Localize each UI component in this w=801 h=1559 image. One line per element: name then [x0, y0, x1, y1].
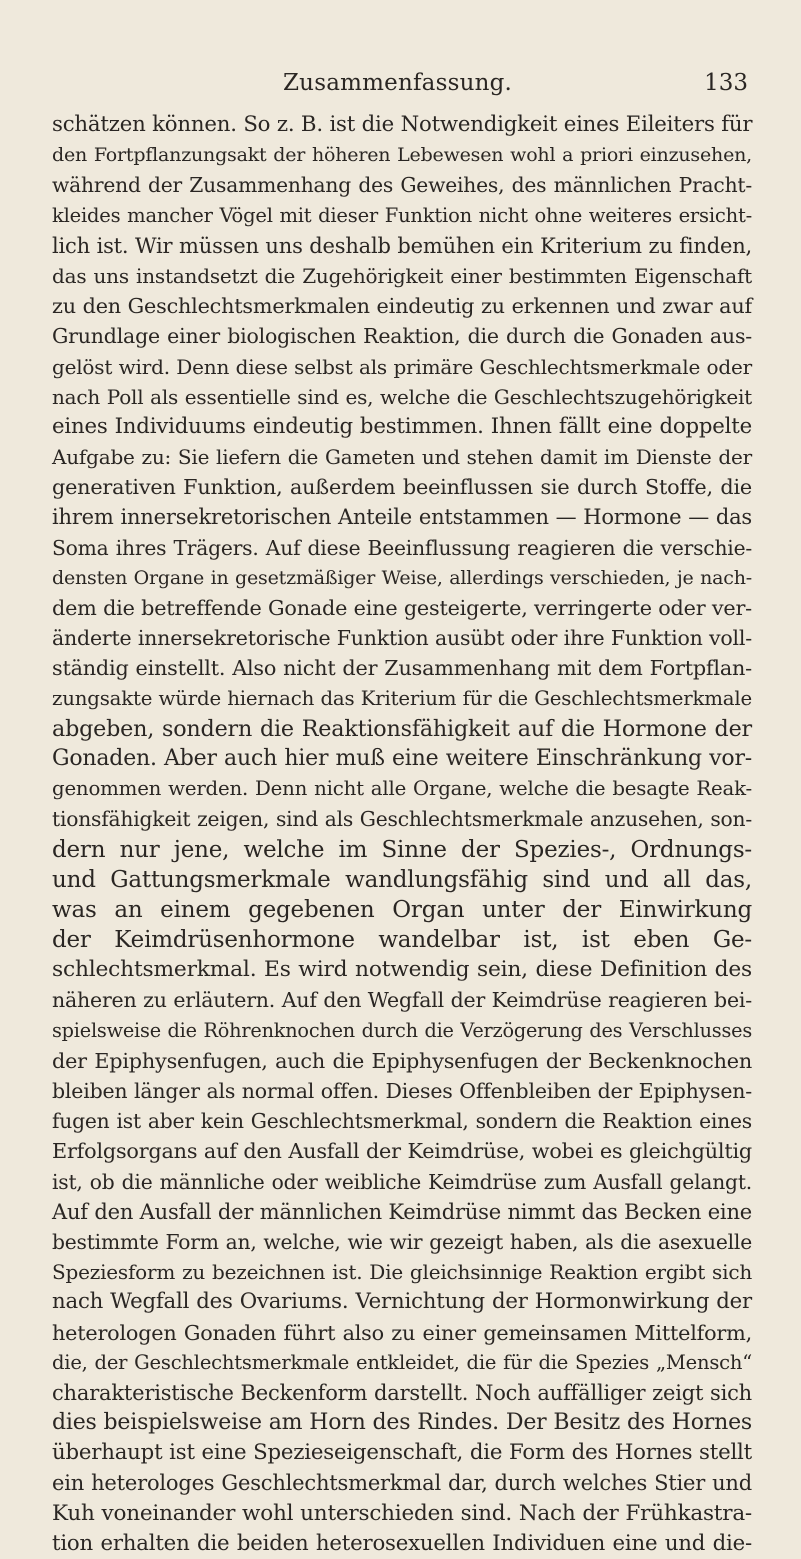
text-line: die, der Geschlechtsmerkmale entkleidet, die für die Spezies „Mensch“ [52, 1350, 752, 1374]
text-line: schlechtsmerkmal. Es wird notwendig sein, diese Definition des [52, 957, 752, 983]
text-line: tionsfähigkeit zeigen, sind als Geschlechtsmerkmale anzusehen, son- [52, 807, 752, 832]
text-line: was an einem gegebenen Organ unter der Einwirkung [52, 896, 752, 923]
text-line: Soma ihres Trägers. Auf diese Beeinflussung reagieren die verschie- [52, 535, 752, 560]
text-line: gelöst wird. Denn diese selbst als primäre Geschlechtsmerkmale oder [52, 354, 752, 379]
text-line: fugen ist aber kein Geschlechtsmerkmal, sondern die Reaktion eines [52, 1109, 752, 1134]
text-line: und Gattungsmerkmale wandlungsfähig sind und all das, [52, 866, 752, 893]
text-line: zu den Geschlechtsmerkmalen eindeutig zu erkennen und zwar auf [52, 294, 752, 319]
text-line: änderte innersekretorische Funktion ausübt oder ihre Funktion voll- [52, 626, 752, 651]
text-line: Auf den Ausfall der männlichen Keimdrüse nimmt das Becken eine [52, 1199, 752, 1224]
text-line: überhaupt ist eine Spezieseigenschaft, die Form des Hornes stellt [52, 1440, 752, 1466]
text-line: genommen werden. Denn nicht alle Organe, welche die besagte Reak- [52, 777, 752, 801]
text-line: das uns instandsetzt die Zugehörigkeit einer bestimmten Eigenschaft [52, 263, 752, 288]
text-line: charakteristische Beckenform darstellt. Noch auffälliger zeigt sich [52, 1380, 752, 1405]
text-line: dem die betreffende Gonade eine gesteigerte, verringerte oder ver- [52, 596, 752, 620]
text-line: lich ist. Wir müssen uns deshalb bemühen ein Kriterium zu finden, [52, 233, 752, 258]
text-line: Gonaden. Aber auch hier muß eine weitere Einschränkung vor- [52, 745, 752, 771]
text-line: Erfolgsorgans auf den Ausfall der Keimdrüse, wobei es gleichgültig [52, 1139, 752, 1164]
text-line: generativen Funktion, außerdem beeinflussen sie durch Stoffe, die [52, 475, 752, 500]
text-line: eines Individuums eindeutig bestimmen. Ihnen fällt eine doppelte [52, 413, 752, 439]
text-line: heterologen Gonaden führt also zu einer gemeinsamen Mittelform, [52, 1320, 752, 1345]
text-line: spielsweise die Röhrenknochen durch die Verzögerung des Verschlusses [52, 1018, 752, 1042]
text-line: Grundlage einer biologischen Reaktion, die durch die Gonaden aus- [52, 324, 752, 349]
text-line: der Epiphysenfugen, auch die Epiphysenfugen der Beckenknochen [52, 1048, 752, 1073]
text-line: der Keimdrüsenhormone wandelbar ist, ist eben Ge- [52, 927, 752, 954]
text-line: Kuh voneinander wohl unterschieden sind. Nach der Frühkastra- [52, 1500, 752, 1526]
text-line: nach Poll als essentielle sind es, welche die Geschlechtszugehörigkeit [52, 384, 752, 409]
text-line: ist, ob die männliche oder weibliche Keimdrüse zum Ausfall gelangt. [52, 1169, 752, 1194]
text-line: densten Organe in gesetzmäßiger Weise, allerdings verschieden, je nach- [52, 566, 752, 589]
section-title: Zusammenfassung. [283, 70, 513, 96]
text-line: dern nur jene, welche im Sinne der Spezies-, Ordnungs- [52, 836, 752, 863]
text-line: ständig einstellt. Also nicht der Zusammenhang mit dem Fortpflan- [52, 656, 752, 681]
running-head [0, 70, 801, 100]
text-line: näheren zu erläutern. Auf den Wegfall der Keimdrüse reagieren bei- [52, 988, 752, 1013]
text-line: dies beispielsweise am Horn des Rindes. Der Besitz des Hornes [52, 1410, 752, 1436]
text-line: Speziesform zu bezeichnen ist. Die gleichsinnige Reaktion ergibt sich [52, 1260, 752, 1285]
text-line: bestimmte Form an, welche, wie wir gezeigt haben, als die asexuelle [52, 1229, 752, 1254]
text-line: während der Zusammenhang des Geweihes, des männlichen Pracht- [52, 173, 752, 198]
text-line: ihrem innersekretorischen Anteile entstammen — Hormone — das [52, 505, 752, 530]
text-line: nach Wegfall des Ovariums. Vernichtung der Hormonwirkung der [52, 1289, 752, 1315]
text-line: den Fortpflanzungsakt der höheren Lebewesen wohl a priori einzusehen, [52, 144, 752, 167]
text-line: Aufgabe zu: Sie liefern die Gameten und stehen damit im Dienste der [52, 445, 752, 470]
text-line: kleides mancher Vögel mit dieser Funktion nicht ohne weiteres ersicht- [52, 203, 752, 227]
text-line: schätzen können. So z. B. ist die Notwendigkeit eines Eileiters für [52, 112, 753, 137]
page-number: 133 [704, 70, 748, 96]
text-line: tion erhalten die beiden heterosexuellen Individuen eine und die- [52, 1530, 752, 1556]
body-text [52, 110, 752, 1559]
text-line: ein heterologes Geschlechtsmerkmal dar, durch welches Stier und [52, 1471, 752, 1496]
text-line: zungsakte würde hiernach das Kriterium für die Geschlechtsmerkmale [52, 686, 752, 710]
text-line: abgeben, sondern die Reaktionsfähigkeit auf die Hormone der [52, 715, 752, 742]
text-line: bleiben länger als normal offen. Dieses Offenbleiben der Epiphysen- [52, 1079, 752, 1103]
